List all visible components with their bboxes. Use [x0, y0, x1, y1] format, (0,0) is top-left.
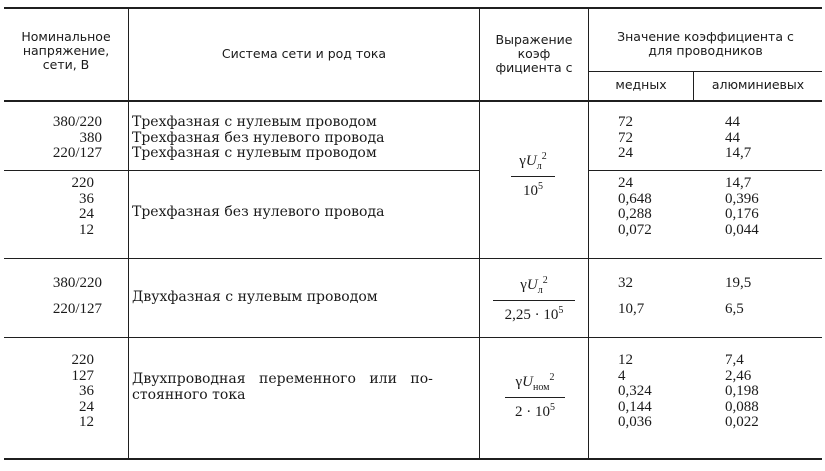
header-expression: Выражение коэф фициента с: [495, 32, 573, 75]
group4-aluminum: 7,4 2,46 0,198 0,088 0,022: [725, 352, 759, 430]
formula-two-phase: $\gamma U_л^2$ $2,25 \cdot 10^5$: [493, 272, 575, 324]
group1-systems: Трехфазная с нулевым проводом Трехфазная без нулевого провода Трехфазная с нулевым проводом: [132, 114, 385, 161]
rule-bottom: [4, 458, 822, 460]
rule-group1-bottom-right: [588, 170, 822, 171]
group2-voltages: 220 36 24 12: [71, 175, 94, 238]
vrule-expression: [588, 8, 589, 458]
group4-copper: 12 4 0,324 0,144 0,036: [618, 352, 652, 430]
vrule-voltage: [128, 8, 129, 458]
group1-aluminum: 44 44 14,7: [725, 114, 752, 161]
group2-aluminum: 14,7 0,396 0,176 0,044: [725, 175, 759, 238]
group2-system: Трехфазная без нулевого провода: [132, 204, 385, 220]
header-aluminum: алюминиевых: [711, 77, 805, 92]
rule-group3-bottom: [4, 337, 822, 338]
header-coefficient: Значение коэффициента с для проводников: [617, 29, 794, 58]
rule-subheader: [588, 71, 822, 72]
header-copper: медных: [615, 77, 667, 92]
rule-header-bottom: [4, 100, 822, 102]
formula-three-phase: $\gamma U_л^2$ $10^5$: [511, 148, 555, 200]
rule-top: [4, 7, 822, 9]
group3-copper: 32 10,7: [618, 275, 645, 317]
group3-voltages: 380/220 220/127: [52, 275, 102, 317]
vrule-system: [479, 8, 480, 458]
formula-two-wire: $\gamma U_{ном}^2$ $2 \cdot 10^5$: [505, 369, 565, 421]
group2-copper: 24 0,648 0,288 0,072: [618, 175, 652, 238]
rule-group1-bottom-left: [4, 170, 479, 171]
header-system: Система сети и род тока: [221, 46, 387, 61]
header-voltage: Номинальное напряжение, сети, В: [21, 29, 111, 72]
group4-system: Двухпроводная переменного или по- стоянного тока: [132, 371, 433, 403]
group3-system: Двухфазная с нулевым проводом: [132, 289, 378, 305]
group1-copper: 72 72 24: [618, 114, 633, 161]
group4-voltages: 220 127 36 24 12: [71, 352, 94, 430]
group1-voltages: 380/220 380 220/127: [52, 114, 102, 161]
rule-group2-bottom: [4, 258, 822, 259]
group3-aluminum: 19,5 6,5: [725, 275, 752, 317]
